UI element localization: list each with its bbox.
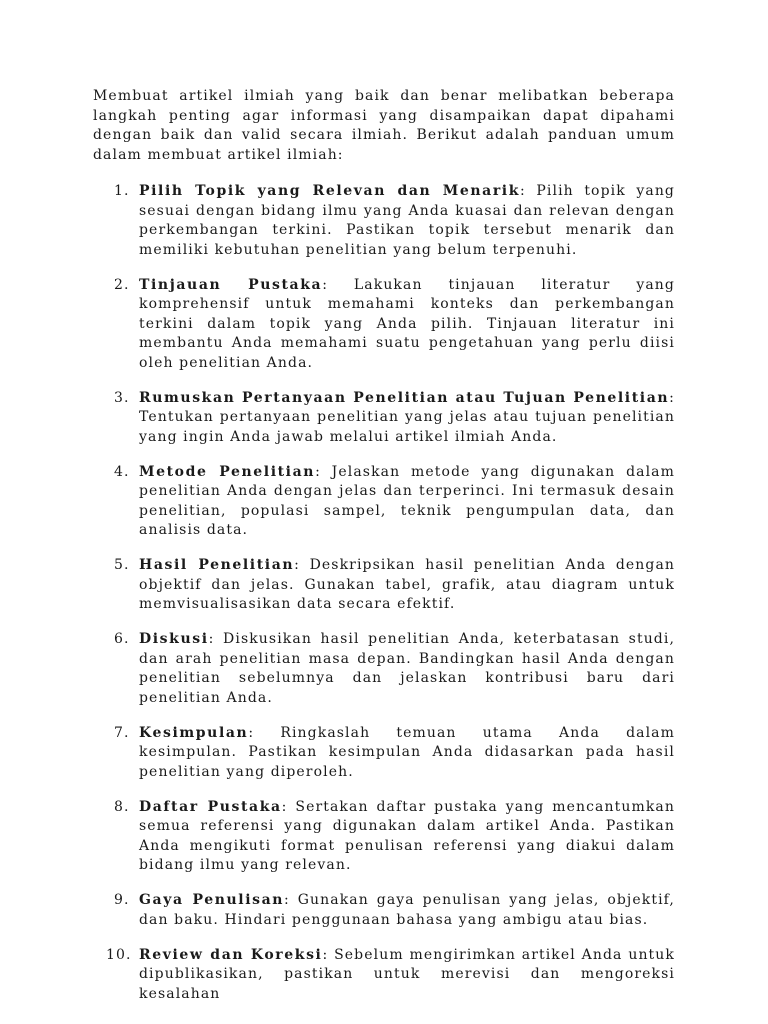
item-number: 7. [114, 724, 130, 741]
item-term: Daftar Pustaka [139, 798, 282, 815]
list-item [93, 798, 675, 876]
list-item [93, 276, 675, 374]
list-item [93, 389, 675, 448]
item-number: 4. [114, 463, 130, 480]
item-text: : Ringkaslah temuan utama Anda dalam kesimpulan. Pastikan kesimpulan Anda didasarkan pada hasil penelitian yang diperoleh. [139, 724, 675, 780]
item-term: Gaya Penulisan [139, 892, 285, 908]
item-text: : Jelaskan metode yang digunakan dalam penelitian Anda dengan jelas dan terperinci. Ini termasuk desain penelitian, populasi sampel, teknik pengumpulan data, dan analisis data. [139, 463, 676, 538]
item-text: : Lakukan tinjauan literatur yang komprehensif untuk memahami konteks dan perkembangan terkini dalam topik yang Anda pilih. Tinjauan literatur ini membantu Anda memahami suatu pengetahuan yang perlu diisi oleh penelitian Anda. [139, 276, 675, 371]
item-term: Review dan Koreksi [139, 946, 323, 963]
item-text: : Gunakan gaya penulisan yang jelas, objektif, dan baku. Hindari penggunaan bahasa yang ambigu atau bias. [139, 892, 675, 928]
list-item [93, 891, 675, 930]
item-number: 3. [114, 389, 130, 406]
item-number: 10. [106, 946, 132, 963]
item-number: 6. [114, 631, 130, 647]
item-number: 1. [114, 183, 130, 199]
item-text: : Sebelum mengirimkan artikel Anda untuk dipublikasikan, pastikan untuk merevisi dan mengoreksi kesalahan [139, 946, 675, 1002]
list-item [93, 724, 675, 783]
item-text: : Diskusikan hasil penelitian Anda, keterbatasan studi, dan arah penelitian masa depan. Bandingkan hasil Anda dengan penelitian sebelumnya dan jelaskan kontribusi baru dari penelitian Anda. [139, 631, 675, 706]
list-item [93, 463, 675, 541]
steps-list [93, 182, 675, 1004]
document-page [93, 87, 675, 1020]
item-term: Metode Penelitian [139, 463, 316, 480]
list-item [93, 556, 675, 615]
item-number: 8. [114, 798, 130, 815]
item-number: 2. [114, 276, 130, 293]
item-text: : Sertakan daftar pustaka yang mencantumkan semua referensi yang digunakan dalam artikel Anda. Pastikan Anda mengikuti format penulisan referensi yang diakui dalam bidang ilmu yang relevan. [139, 798, 675, 873]
item-term: Pilih Topik yang Relevan dan Menarik [139, 183, 521, 199]
item-text: : Deskripsikan hasil penelitian Anda dengan objektif dan jelas. Gunakan tabel, grafik, atau diagram untuk memvisualisasikan data secara efektif. [139, 557, 676, 612]
item-term: Tinjauan Pustaka [139, 276, 323, 293]
list-item [93, 182, 675, 260]
item-text: : Tentukan pertanyaan penelitian yang jelas atau tujuan penelitian yang ingin Anda jawab melalui artikel ilmiah Anda. [139, 389, 675, 445]
item-term: Diskusi [139, 631, 209, 647]
item-term: Kesimpulan [139, 724, 249, 741]
item-text: : Pilih topik yang sesuai dengan bidang ilmu yang Anda kuasai dan relevan dengan perkembangan terkini. Pastikan topik tersebut menarik dan memiliki kebutuhan penelitian yang belum terpenuhi. [139, 183, 675, 258]
item-number: 5. [114, 557, 130, 573]
item-number: 9. [114, 892, 130, 908]
item-term: Rumuskan Pertanyaan Penelitian atau Tujuan Penelitian [139, 389, 670, 406]
item-term: Hasil Penelitian [139, 557, 295, 573]
list-item [93, 630, 675, 708]
intro-paragraph: Membuat artikel ilmiah yang baik dan benar melibatkan beberapa langkah penting agar informasi yang disampaikan dapat dipahami dengan baik dan valid secara ilmiah. Berikut adalah panduan umum dalam membuat artikel ilmiah: [93, 88, 675, 163]
list-item [93, 946, 675, 1005]
